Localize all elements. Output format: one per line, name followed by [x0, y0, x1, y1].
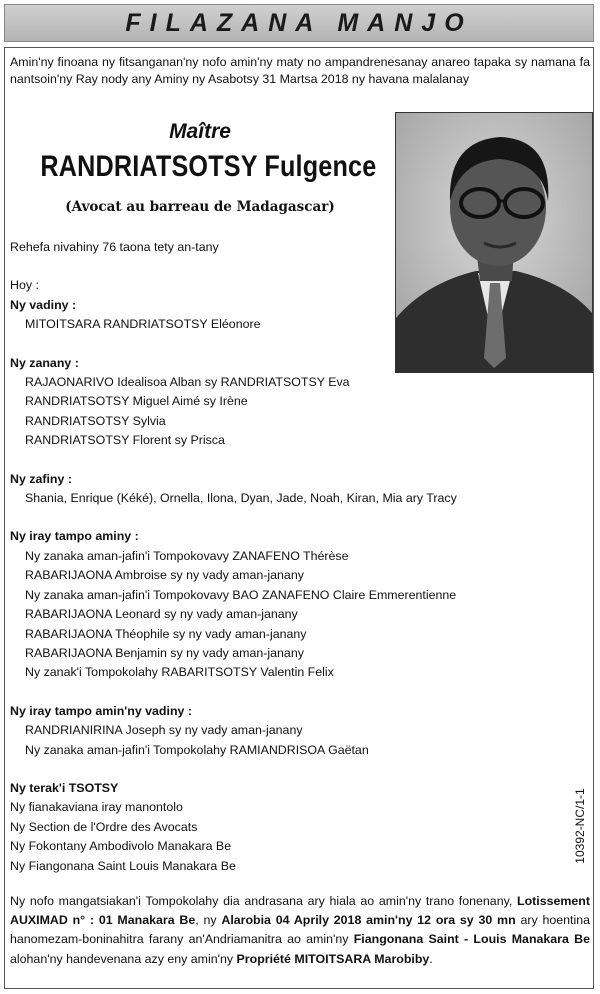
list-item: RANDRIANIRINA Joseph sy ny vady aman-janany [25, 723, 303, 738]
closing-text-3: ary hoentina hanomezam-boninahitra farany an'Andriamanitra ao amin'ny [10, 913, 591, 947]
family-list [10, 238, 570, 876]
list-item: RANDRIATSOTSY Miguel Aimé sy Irène [25, 394, 248, 409]
closing-burial-place: Propriété MITOITSARA Marobiby [236, 951, 430, 966]
closing-address: Lotissement AUXIMAD n° : 01 Manakara Be [10, 894, 590, 928]
list-item: RANDRIATSOTSY Florent sy Prisca [25, 433, 225, 448]
deceased-honorific: Maître [169, 120, 231, 143]
closing-text-4: alohan'ny handevenana azy eny amin'ny [10, 951, 237, 966]
list-item: RAJAONARIVO Idealisoa Alban sy RANDRIATSOTSY Eva [25, 375, 350, 390]
intro-paragraph: Amin'ny finoana ny fitsanganan'ny nofo amin'ny maty no ampandrenesanay anareo tapaka sy namana fa nantsoin'ny Ray nody any Aminy ny Asabotsy 31 Martsa 2018 ny havana malalanay [10, 55, 590, 86]
list-item: Ny Fiangonana Saint Louis Manakara Be [10, 858, 236, 873]
list-item: RANDRIATSOTSY Sylvia [25, 413, 166, 428]
group-heading-terak: Ny terak'i TSOTSY [10, 780, 119, 795]
closing-text-2: , ny [195, 913, 222, 928]
hoy-label: Hoy : [10, 278, 39, 293]
deceased-name: RANDRIATSOTSY Fulgence [40, 150, 377, 183]
list-item: RABARIJAONA Leonard sy ny vady aman-janany [25, 607, 298, 622]
closing-date-time: Alarobia 04 Aprily 2018 amin'ny 12 ora sy 30 mn [221, 913, 516, 928]
closing-text-1: Ny nofo mangatsiakan'i Tompokolahy dia andrasana ary hiala ao amin'ny trano fonenany, [10, 894, 518, 908]
closing-text-5: . [429, 951, 433, 966]
header-banner [4, 4, 594, 42]
list-item: Shania, Enrique (Kéké), Ornella, Ilona, Dyan, Jade, Noah, Kiran, Mia ary Tracy [25, 491, 457, 506]
list-item: MITOITSARA RANDRIATSOTSY Eléonore [25, 317, 261, 332]
list-item: RABARIJAONA Théophile sy ny vady aman-janany [25, 626, 307, 641]
group-heading-zafiny: Ny zafiny : [10, 471, 72, 486]
list-item: Ny zanaka aman-jafin'i Tompokovavy ZANAFENO Thérèse [25, 548, 349, 563]
list-item: Ny zanaka aman-jafin'i Tompokovavy BAO ZANAFENO Claire Emmerentienne [25, 587, 457, 602]
closing-church: Fiangonana Saint - Louis Manakara Be [353, 932, 590, 947]
group-heading-vadiny: Ny vadiny : [10, 297, 77, 312]
list-item: Ny zanaka aman-jafin'i Tompokolahy RAMIANDRISOA Gaëtan [25, 742, 369, 757]
group-heading-iray-tampo-vadiny: Ny iray tampo amin'ny vadiny : [10, 703, 192, 718]
reference-code: 10392-NC/1-1 [573, 788, 587, 864]
deceased-profession: (Avocat au barreau de Madagascar) [65, 199, 335, 215]
list-item: RABARIJAONA Benjamin sy ny vady aman-janany [25, 645, 304, 660]
header-title: FILAZANA MANJO [125, 8, 473, 37]
list-item: Ny zanak'i Tompokolahy RABARITSOTSY Valentin Felix [25, 665, 334, 680]
age-line: Rehefa nivahiny 76 taona tety an-tany [10, 240, 219, 254]
group-heading-iray-tampo-aminy: Ny iray tampo aminy : [10, 529, 139, 544]
list-item: Ny Section de l'Ordre des Avocats [10, 819, 198, 834]
closing-paragraph [10, 892, 590, 969]
list-item: RABARIJAONA Ambroise sy ny vady aman-janany [25, 568, 304, 583]
list-item: Ny Fokontany Ambodivolo Manakara Be [10, 839, 232, 854]
group-heading-zanany: Ny zanany : [10, 355, 79, 370]
list-item: Ny fianakaviana iray manontolo [10, 800, 183, 815]
